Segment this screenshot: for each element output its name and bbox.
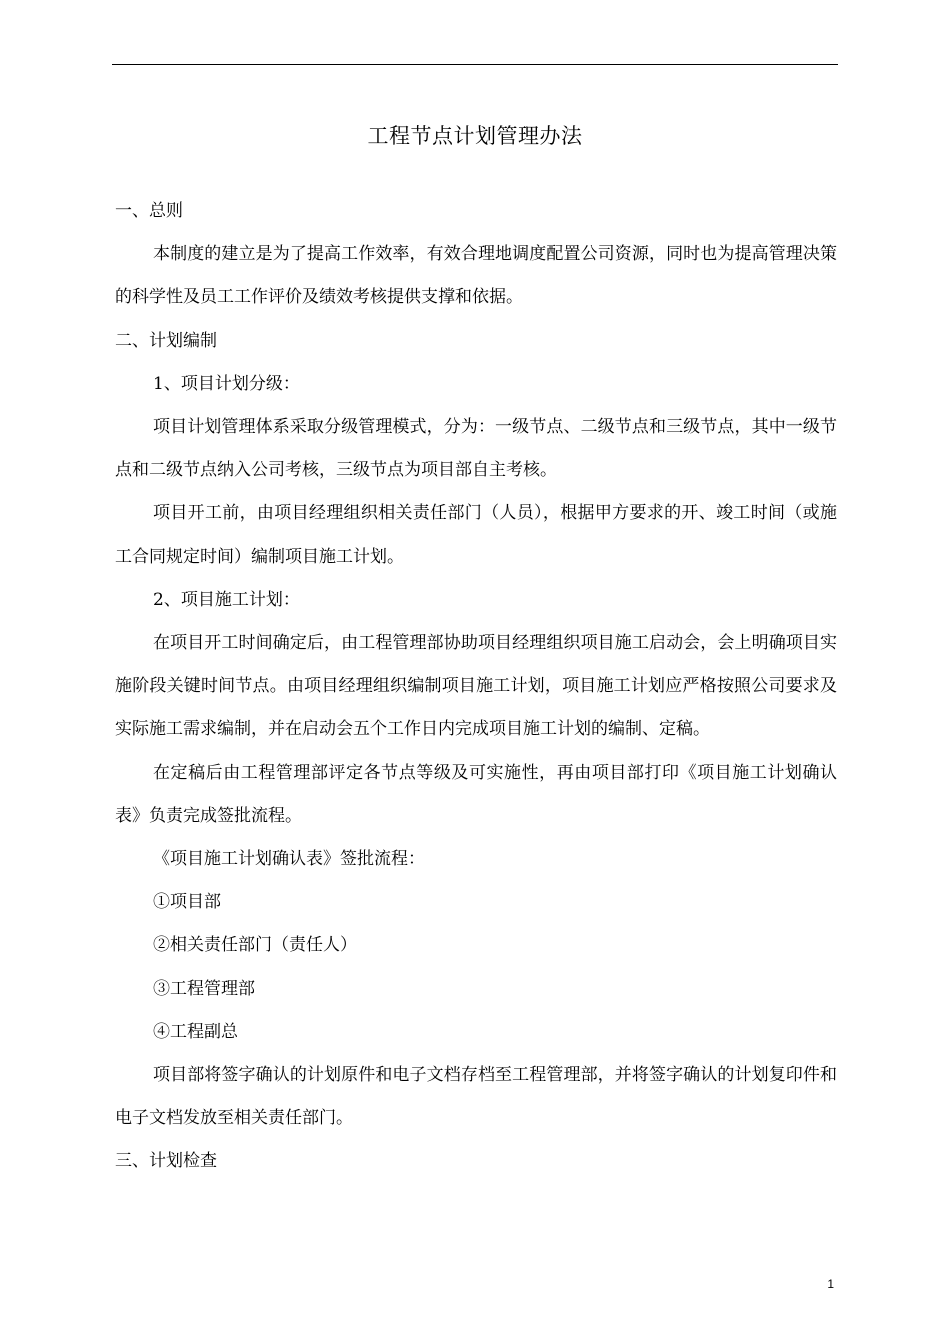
paragraph: 项目开工前，由项目经理组织相关责任部门（人员），根据甲方要求的开、竣工时间（或施工合同规定时间）编制项目施工计划。	[115, 503, 837, 567]
paragraph: 本制度的建立是为了提高工作效率，有效合理地调度配置公司资源，同时也为提高管理决策的科学性及员工工作评价及绩效考核提供支撑和依据。	[115, 244, 837, 308]
page-number: 1	[827, 1277, 834, 1291]
list-item: ①项目部	[153, 892, 221, 913]
document-title: 工程节点计划管理办法	[367, 124, 583, 148]
subheading: 2、项目施工计划：	[153, 589, 300, 610]
document-body	[115, 190, 837, 1184]
list-item: ④工程副总	[153, 1021, 238, 1042]
subheading: 1、项目计划分级：	[153, 373, 300, 394]
paragraph: 在定稿后由工程管理部评定各节点等级及可实施性，再由项目部打印《项目施工计划确认表》负责完成签批流程。	[115, 762, 837, 826]
paragraph: 项目部将签字确认的计划原件和电子文档存档至工程管理部，并将签字确认的计划复印件和电子文档发放至相关责任部门。	[115, 1065, 837, 1129]
list-item: ③工程管理部	[153, 978, 255, 999]
header-rule	[112, 64, 838, 65]
paragraph: 项目计划管理体系采取分级管理模式，分为：一级节点、二级节点和三级节点，其中一级节点和二级节点纳入公司考核，三级节点为项目部自主考核。	[115, 417, 837, 481]
list-item: ②相关责任部门（责任人）	[153, 935, 357, 956]
section-heading: 二、计划编制	[115, 330, 217, 351]
section-heading: 一、总则	[115, 201, 183, 221]
paragraph: 在项目开工时间确定后，由工程管理部协助项目经理组织项目施工启动会，会上明确项目实施阶段关键时间节点。由项目经理组织编制项目施工计划，项目施工计划应严格按照公司要求及实际施工需求编制，并在启动会五个工作日内完成项目施工计划的编制、定稿。	[115, 633, 837, 740]
subheading: 《项目施工计划确认表》签批流程：	[153, 849, 425, 870]
section-heading: 三、计划检查	[115, 1151, 217, 1172]
